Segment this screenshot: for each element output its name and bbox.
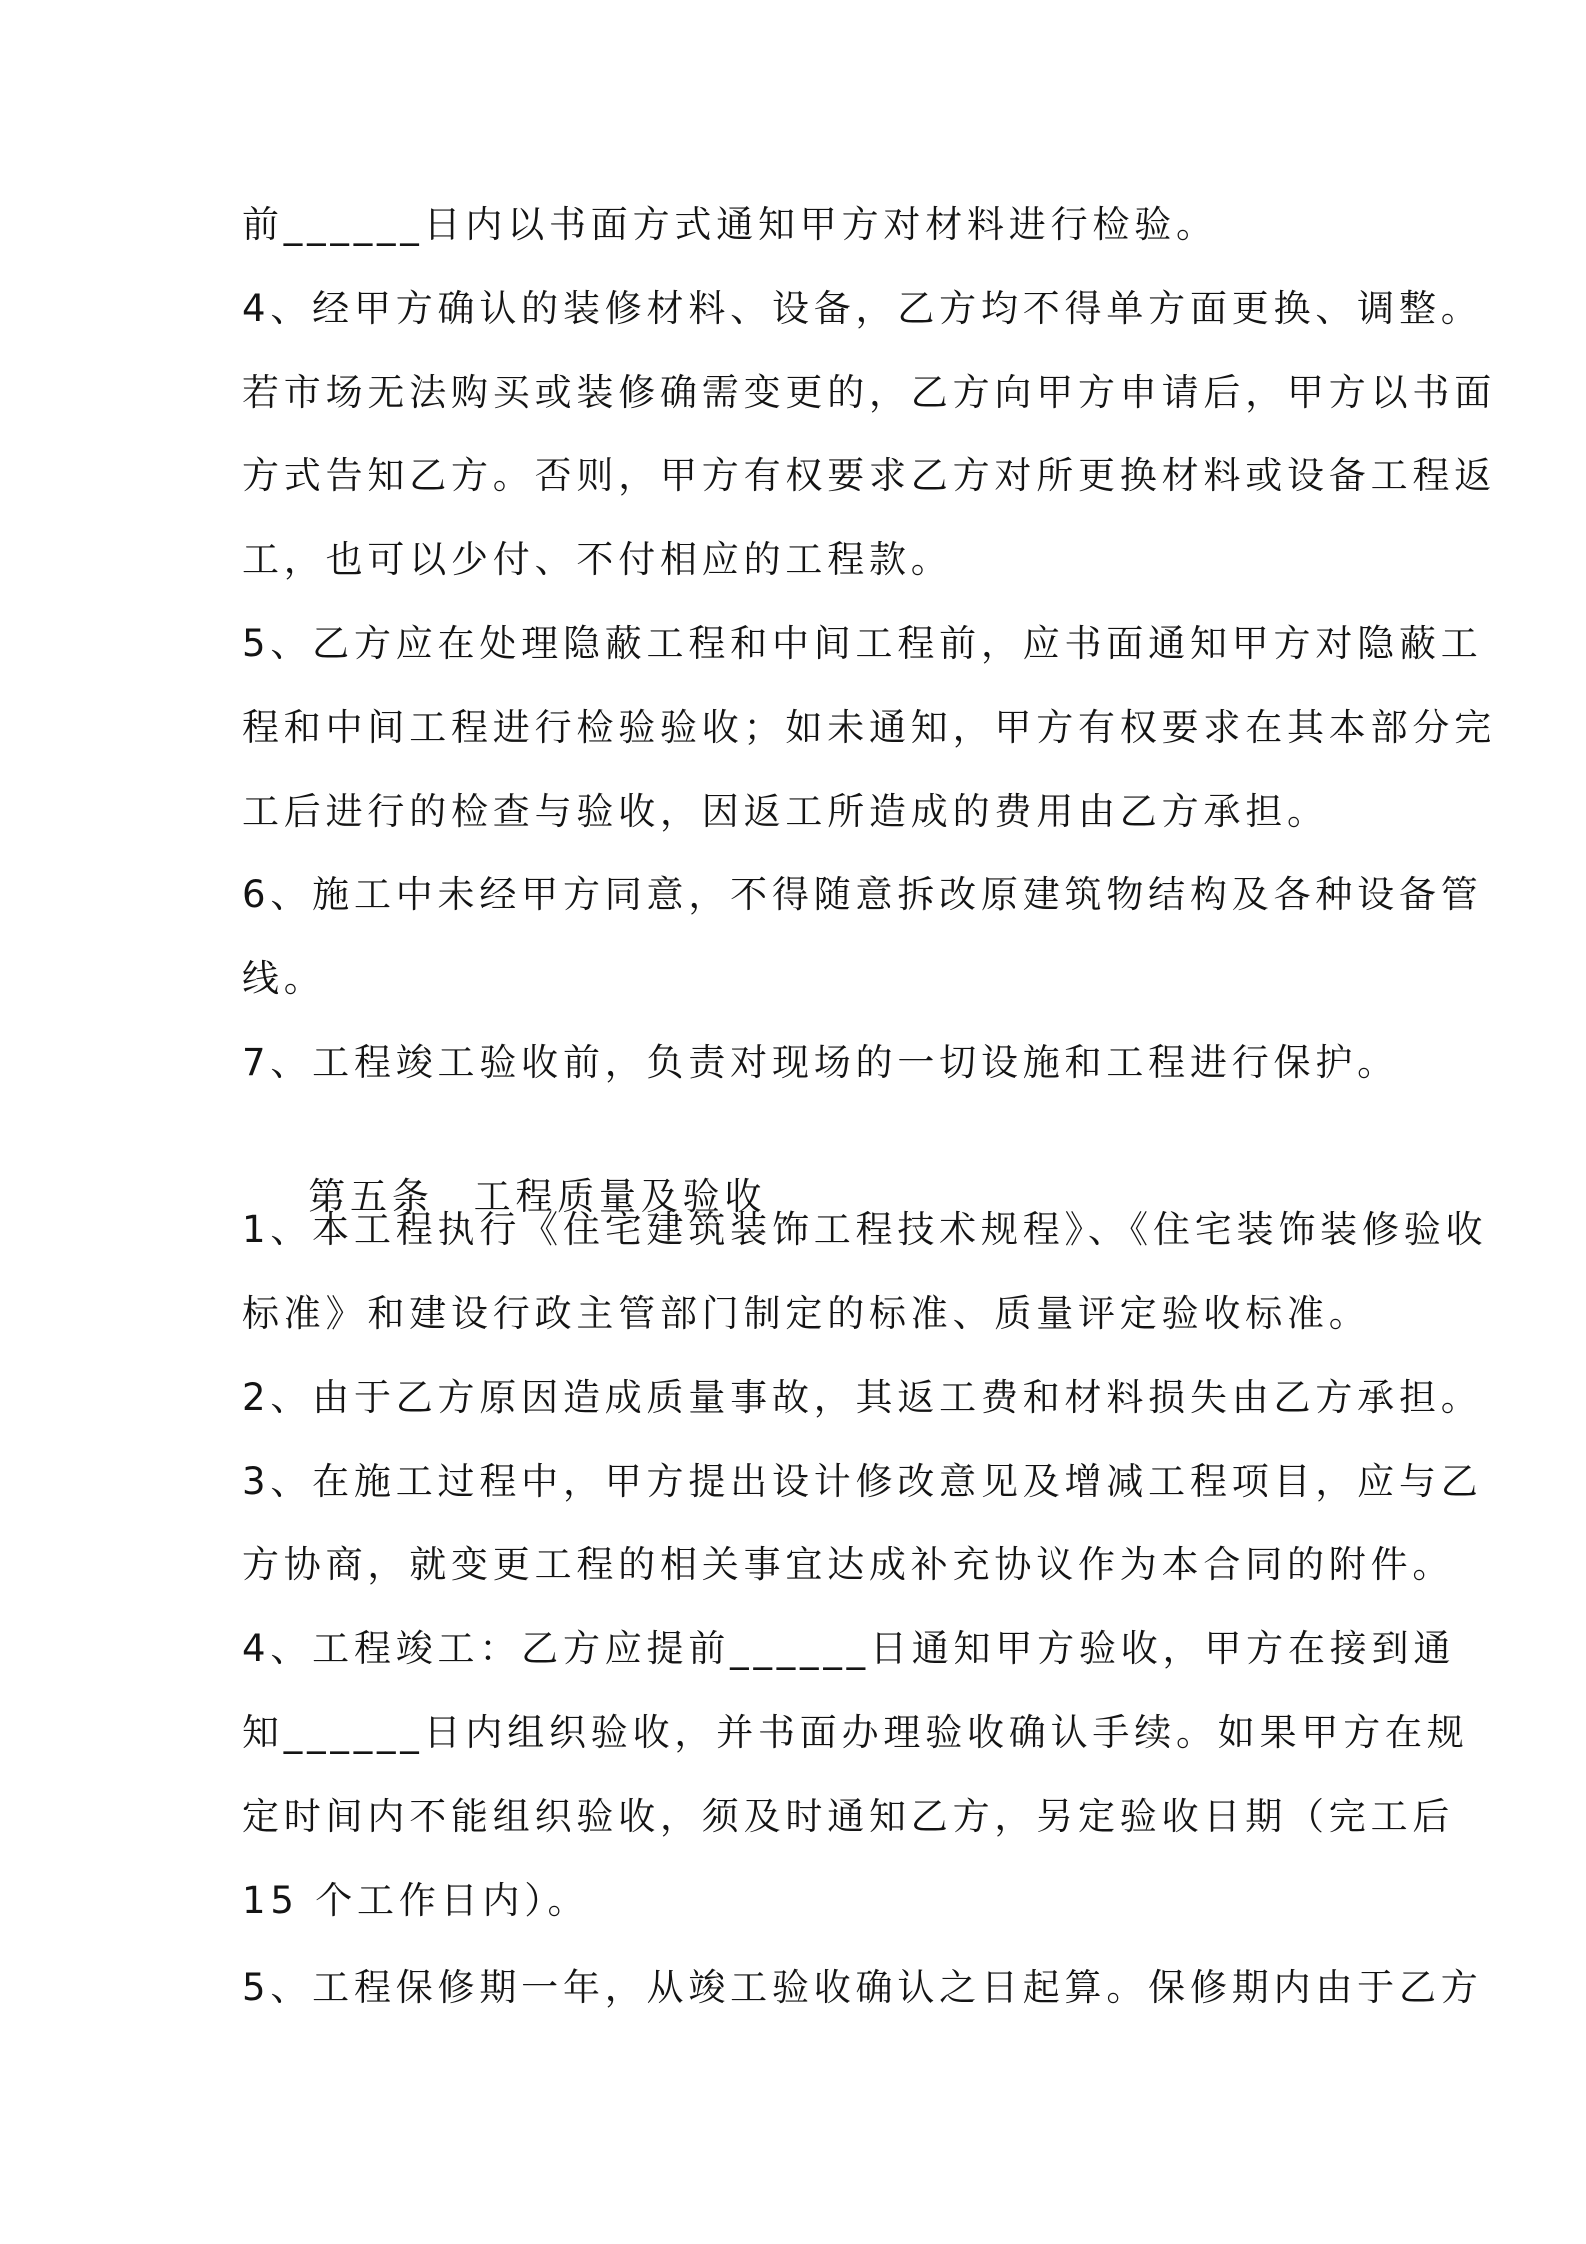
text-line: 方式告知乙方。否则，甲方有权要求乙方对所更换材料或设备工程返 [242, 454, 1496, 497]
text-line: 6、施工中未经甲方同意，不得随意拆改原建筑物结构及各种设备管 [242, 873, 1483, 916]
text-line: 定时间内不能组织验收，须及时通知乙方，另定验收日期（完工后 [242, 1795, 1455, 1838]
text-line: 7、工程竣工验收前，负责对现场的一切设施和工程进行保护。 [242, 1041, 1399, 1084]
section-title: 工程质量及验收 [473, 1175, 767, 1218]
text-line: 方协商，就变更工程的相关事宜达成补充协议作为本合同的附件。 [242, 1543, 1455, 1586]
text-line: 1、本工程执行《住宅建筑装饰工程技术规程》、《住宅装饰装修验收 [242, 1208, 1488, 1251]
text-line: 线。 [242, 957, 326, 1000]
text-line: 工后进行的检查与验收，因返工所造成的费用由乙方承担。 [242, 790, 1329, 833]
text-line: 15 个工作日内）。 [242, 1879, 590, 1922]
text-line: 5、工程保修期一年，从竣工验收确认之日起算。保修期内由于乙方 [242, 1966, 1483, 2009]
text-line: 前______日内以书面方式通知甲方对材料进行检验。 [242, 203, 1218, 246]
text-line: 5、乙方应在处理隐蔽工程和中间工程前，应书面通知甲方对隐蔽工 [242, 622, 1483, 665]
text-line: 知______日内组织验收，并书面办理验收确认手续。如果甲方在规 [242, 1711, 1469, 1754]
text-line: 若市场无法购买或装修确需变更的，乙方向甲方申请后，甲方以书面 [242, 371, 1496, 414]
text-line: 工，也可以少付、不付相应的工程款。 [242, 538, 953, 581]
text-line: 程和中间工程进行检验验收；如未通知，甲方有权要求在其本部分完 [242, 706, 1496, 749]
text-line: 4、工程竣工：乙方应提前______日通知甲方验收，甲方在接到通 [242, 1627, 1456, 1670]
text-line: 4、经甲方确认的装修材料、设备，乙方均不得单方面更换、调整。 [242, 287, 1483, 330]
text-line: 标准》和建设行政主管部门制定的标准、质量评定验收标准。 [242, 1292, 1371, 1335]
section-heading [242, 1122, 767, 1218]
text-line: 3、在施工过程中，甲方提出设计修改意见及增减工程项目，应与乙 [242, 1460, 1483, 1503]
section-number: 第五条 [308, 1175, 434, 1218]
text-line: 2、由于乙方原因造成质量事故，其返工费和材料损失由乙方承担。 [242, 1376, 1483, 1419]
